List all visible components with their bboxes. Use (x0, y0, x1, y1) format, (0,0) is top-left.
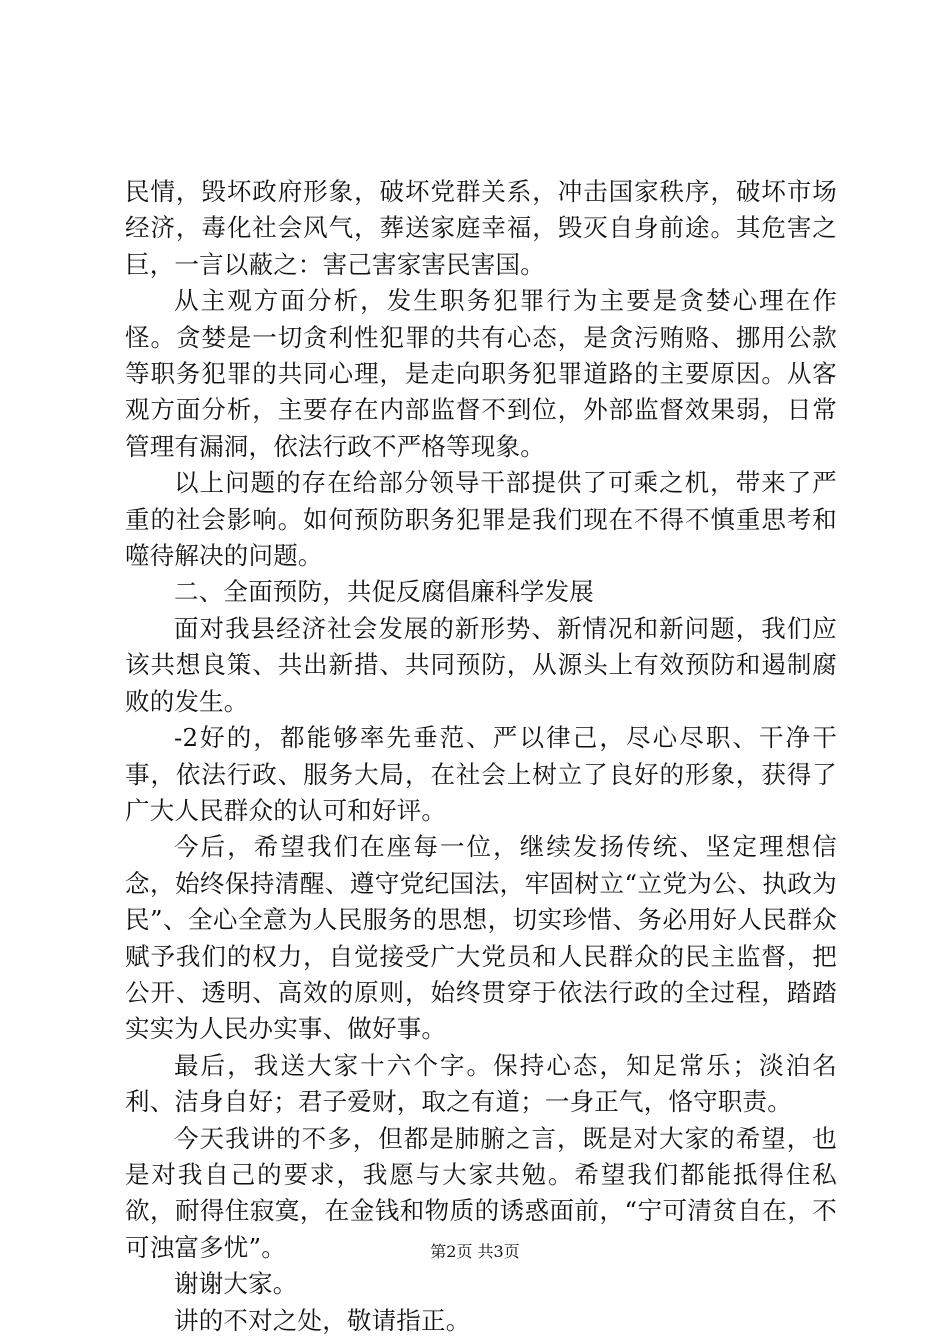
closing-remark: 讲的不对之处，敬请指正。 (174, 1305, 471, 1335)
paragraph-3: 以上问题的存在给部分领导干部提供了可乘之机，带来了严重的社会影响。如何预防职务犯罪是我们现在不得不慎重思考和噬待解决的问题。 (125, 468, 837, 571)
document-body (125, 174, 837, 1339)
paragraph-7: 今后，希望我们在座每一位，继续发扬传统、坚定理想信念，始终保持清醒、遵守党纪国法，牢固树立“立党为公、执政为民”、全心全意为人民服务的思想，切实珍惜、务必用好人民群众赋予我们的权力，自觉接受广大党员和人民群众的民主监督，把公开、透明、高效的原则，始终贯穿于依法行政的全过程，踏踏实实为人民办实事、做好事。 (125, 832, 837, 1044)
paragraph-8: 最后，我送大家十六个字。保持心态，知足常乐；淡泊名利、洁身自好；君子爱财，取之有道；一身正气，恪守职责。 (125, 1050, 837, 1117)
paragraph-5: 面对我县经济社会发展的新形势、新情况和新问题，我们应该共想良策、共出新措、共同预防，从源头上有效预防和遏制腐败的发生。 (125, 613, 837, 716)
paragraph-9: 今天我讲的不多，但都是肺腑之言，既是对大家的希望，也是对我自己的要求，我愿与大家共勉。希望我们都能抵得住私欲，耐得住寂寞，在金钱和物质的诱惑面前，“宁可清贫自在，不可浊富多忧”。 (125, 1123, 837, 1262)
section-heading: 二、全面预防，共促反腐倡廉科学发展 (174, 577, 594, 607)
paragraph-1: 民情，毁坏政府形象，破坏党群关系，冲击国家秩序，破坏市场经济，毒化社会风气，葬送家庭幸福，毁灭自身前途。其危害之巨，一言以蔽之：害己害家害民害国。 (125, 177, 837, 279)
closing-thanks: 谢谢大家。 (174, 1269, 298, 1299)
page-footer: 第2页 共3页 (430, 1242, 520, 1261)
paragraph-2: 从主观方面分析，发生职务犯罪行为主要是贪婪心理在作怪。贪婪是一切贪利性犯罪的共有心态，是贪污贿赂、挪用公款等职务犯罪的共同心理，是走向职务犯罪道路的主要原因。从客观方面分析，主要存在内部监督不到位，外部监督效果弱，日常管理有漏洞，依法行政不严格等现象。 (125, 286, 837, 461)
paragraph-6: -2好的，都能够率先垂范、严以律己，尽心尽职、干净干事，依法行政、服务大局，在社会上树立了良好的形象，获得了广大人民群众的认可和好评。 (125, 723, 837, 825)
